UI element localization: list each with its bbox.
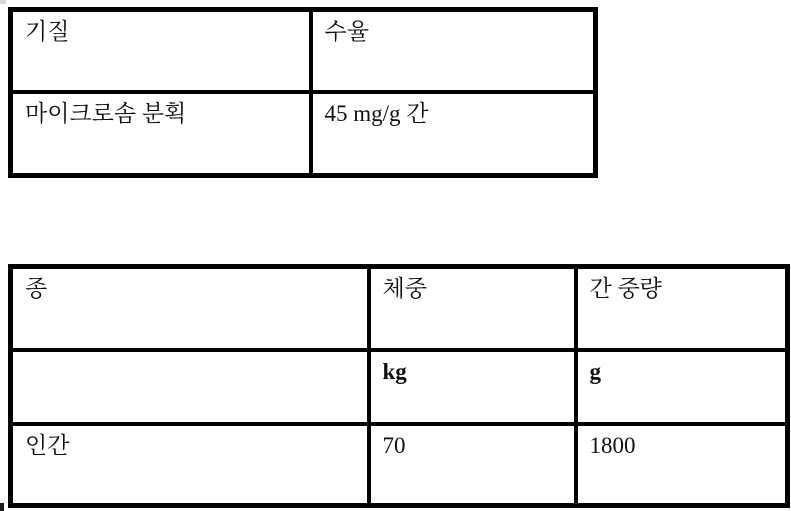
t1-header-substrate: 기질: [11, 10, 311, 92]
t1-cell-yield-value: 45 mg/g 간: [311, 92, 596, 176]
t2-units-empty: [11, 350, 369, 424]
table-row: [11, 92, 596, 176]
table-row: [11, 10, 596, 92]
t2-cell-species-value: 인간: [11, 424, 369, 506]
t2-header-bodyweight: 체중: [369, 267, 576, 350]
t1-header-yield: 수율: [311, 10, 596, 92]
t2-cell-bodyweight-value: 70: [369, 424, 576, 506]
t1-cell-substrate-value: 마이크로솜 분획: [11, 92, 311, 176]
table-row: [11, 350, 788, 424]
table-row: [11, 267, 788, 350]
t2-cell-liverweight-value: 1800: [576, 424, 788, 506]
t2-header-species: 종: [11, 267, 369, 350]
t2-units-liverweight: g: [576, 350, 788, 424]
t2-units-bodyweight: kg: [369, 350, 576, 424]
t2-header-liverweight: 간 중량: [576, 267, 788, 350]
scan-artifact-top-left: [0, 0, 6, 4]
substrate-yield-table: [8, 7, 598, 178]
scan-artifact-bottom-left: [0, 503, 4, 511]
table-row: [11, 424, 788, 506]
species-bodyweight-liverweight-table: [8, 264, 790, 508]
